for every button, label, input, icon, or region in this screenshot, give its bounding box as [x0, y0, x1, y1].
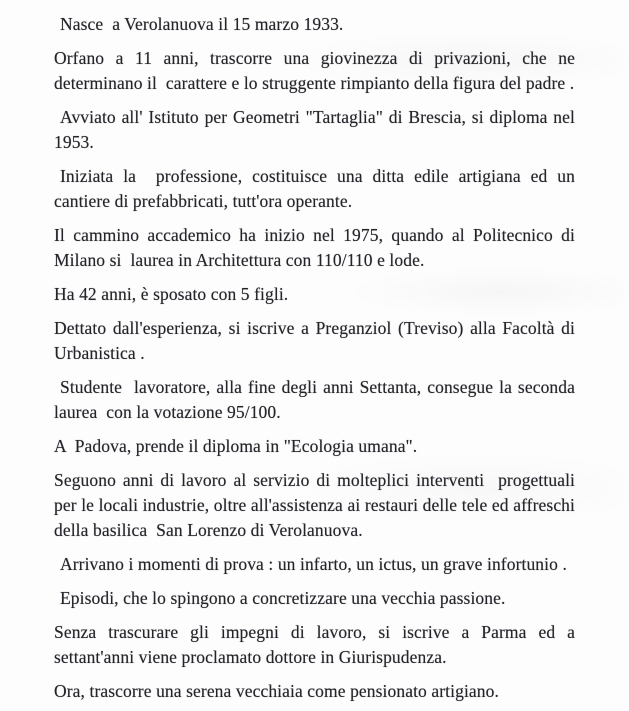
paragraph: Studente lavoratore, alla fine degli anni Settanta, consegue la seconda laurea con la votazione 95/100.	[54, 377, 580, 422]
paragraph: Seguono anni di lavoro al servizio di molteplici interventi progettuali per le locali industrie, oltre all'assistenza ai restauri delle tele ed affreschi della basilica San Lorenzo di Verolanuova.	[54, 470, 580, 540]
paragraph: Dettato dall'esperienza, si iscrive a Preganziol (Treviso) alla Facoltà di Urbanistica .	[54, 318, 580, 363]
paragraph: A Padova, prende il diploma in "Ecologia umana".	[54, 436, 418, 456]
paragraph: Ha 42 anni, è sposato con 5 figli.	[54, 284, 289, 304]
paragraph: Iniziata la professione, costituisce una ditta edile artigiana ed un cantiere di prefabbricati, tutt'ora operante.	[54, 166, 580, 211]
paragraph: Episodi, che lo spingono a concretizzare una vecchia passione.	[60, 588, 506, 608]
paragraph: Nasce a Verolanuova il 15 marzo 1933.	[60, 14, 344, 34]
paragraph: Senza trascurare gli impegni di lavoro, si iscrive a Parma ed a settant'anni viene proclamato dottore in Giurispudenza.	[54, 622, 580, 667]
paragraph: Ora, trascorre una serena vecchiaia come pensionato artigiano.	[54, 681, 499, 701]
paragraph: Arrivano i momenti di prova : un infarto, un ictus, un grave infortunio .	[60, 554, 567, 574]
paragraph: Avviato all' Istituto per Geometri "Tartaglia" di Brescia, si diploma nel 1953.	[54, 107, 580, 152]
paragraph: Orfano a 11 anni, trascorre una giovinezza di privazioni, che ne determinano il carattere e lo struggente rimpianto della figura del padre .	[54, 48, 580, 93]
paragraph: Il cammino accademico ha inizio nel 1975, quando al Politecnico di Milano si laurea in Architettura con 110/110 e lode.	[54, 225, 580, 270]
